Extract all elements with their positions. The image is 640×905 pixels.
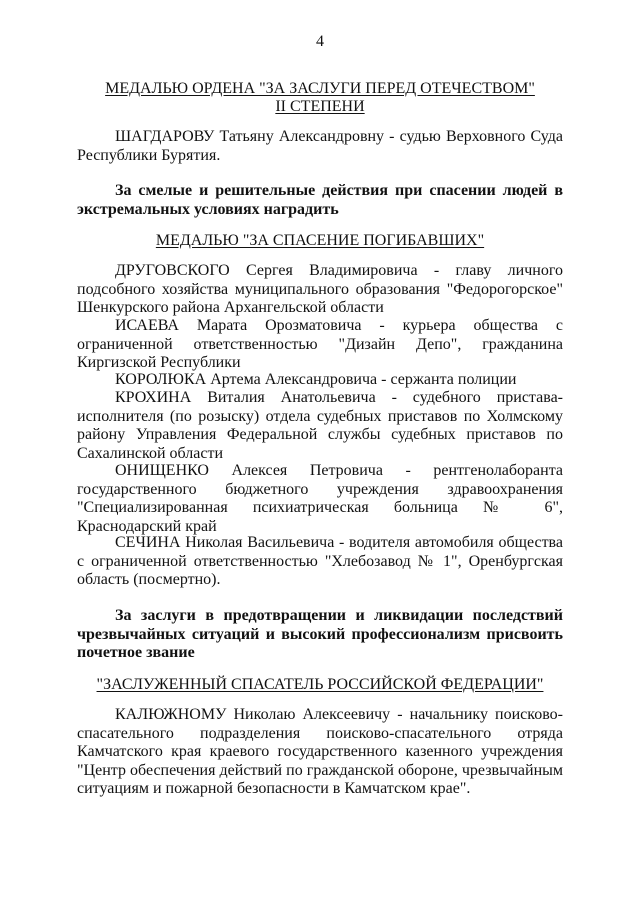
awardee-korolyuka: КОРОЛЮКА Артема Александровича - сержанта полиции xyxy=(115,371,517,388)
award-title-merit-line1: МЕДАЛЬЮ ОРДЕНА "ЗА ЗАСЛУГИ ПЕРЕД ОТЕЧЕСТВОМ" xyxy=(105,80,535,97)
awardee-isaeva: ИСАЕВА Марата Орозматовича - курьера общества с ограниченной ответственностью "Дизайн Депо", гражданина Киргизской Республики xyxy=(77,317,563,371)
page-number: 4 xyxy=(316,33,324,50)
awardee-onishchenko: ОНИЩЕНКО Алексея Петровича - рентгенолаборанта государственного бюджетного учреждения здравоохранения "Специализированная психиатрическая больница № 6", Краснодарский край xyxy=(77,462,563,535)
awardee-shagdarova: ШАГДАРОВУ Татьяну Александровну - судью Верховного Суда Республики Бурятия. xyxy=(77,128,563,164)
award-title-rescue: МЕДАЛЬЮ "ЗА СПАСЕНИЕ ПОГИБАВШИХ" xyxy=(155,232,485,249)
awardee-kalyuzhnomu: КАЛЮЖНОМУ Николаю Алексеевичу - начальнику поисково-спасательного подразделения поисково-спасательного отряда Камчатского края краевого государственного казенного учреждения "Центр обеспечения действий по гражданской обороне, чрезвычайным ситуациям и пожарной безопасности в Камчатском крае". xyxy=(77,706,563,797)
award-title-merit-line2: II СТЕПЕНИ xyxy=(275,98,365,115)
honorary-intro: За заслуги в предотвращении и ликвидации последствий чрезвычайных ситуаций и высокий профессионализм присвоить почетное звание xyxy=(77,607,563,661)
rescue-intro: За смелые и решительные действия при спасении людей в экстремальных условиях наградить xyxy=(77,182,563,218)
awardee-sechina: СЕЧИНА Николая Васильевича - водителя автомобиля общества с ограниченной ответственностью "Хлебозавод № 1", Оренбургская область (посмертно). xyxy=(77,534,563,588)
awardee-drugovskogo: ДРУГОВСКОГО Сергея Владимировича - главу личного подсобного хозяйства муниципального образования "Федорогорское" Шенкурского района Архангельской области xyxy=(77,262,563,316)
awardee-krokhina: КРОХИНА Виталия Анатольевича - судебного пристава-исполнителя (по розыску) отдела судебных приставов по Холмскому району Управления Федеральной службы судебных приставов по Сахалинской области xyxy=(77,389,563,462)
honorary-title: "ЗАСЛУЖЕННЫЙ СПАСАТЕЛЬ РОССИЙСКОЙ ФЕДЕРАЦИИ" xyxy=(96,676,544,693)
